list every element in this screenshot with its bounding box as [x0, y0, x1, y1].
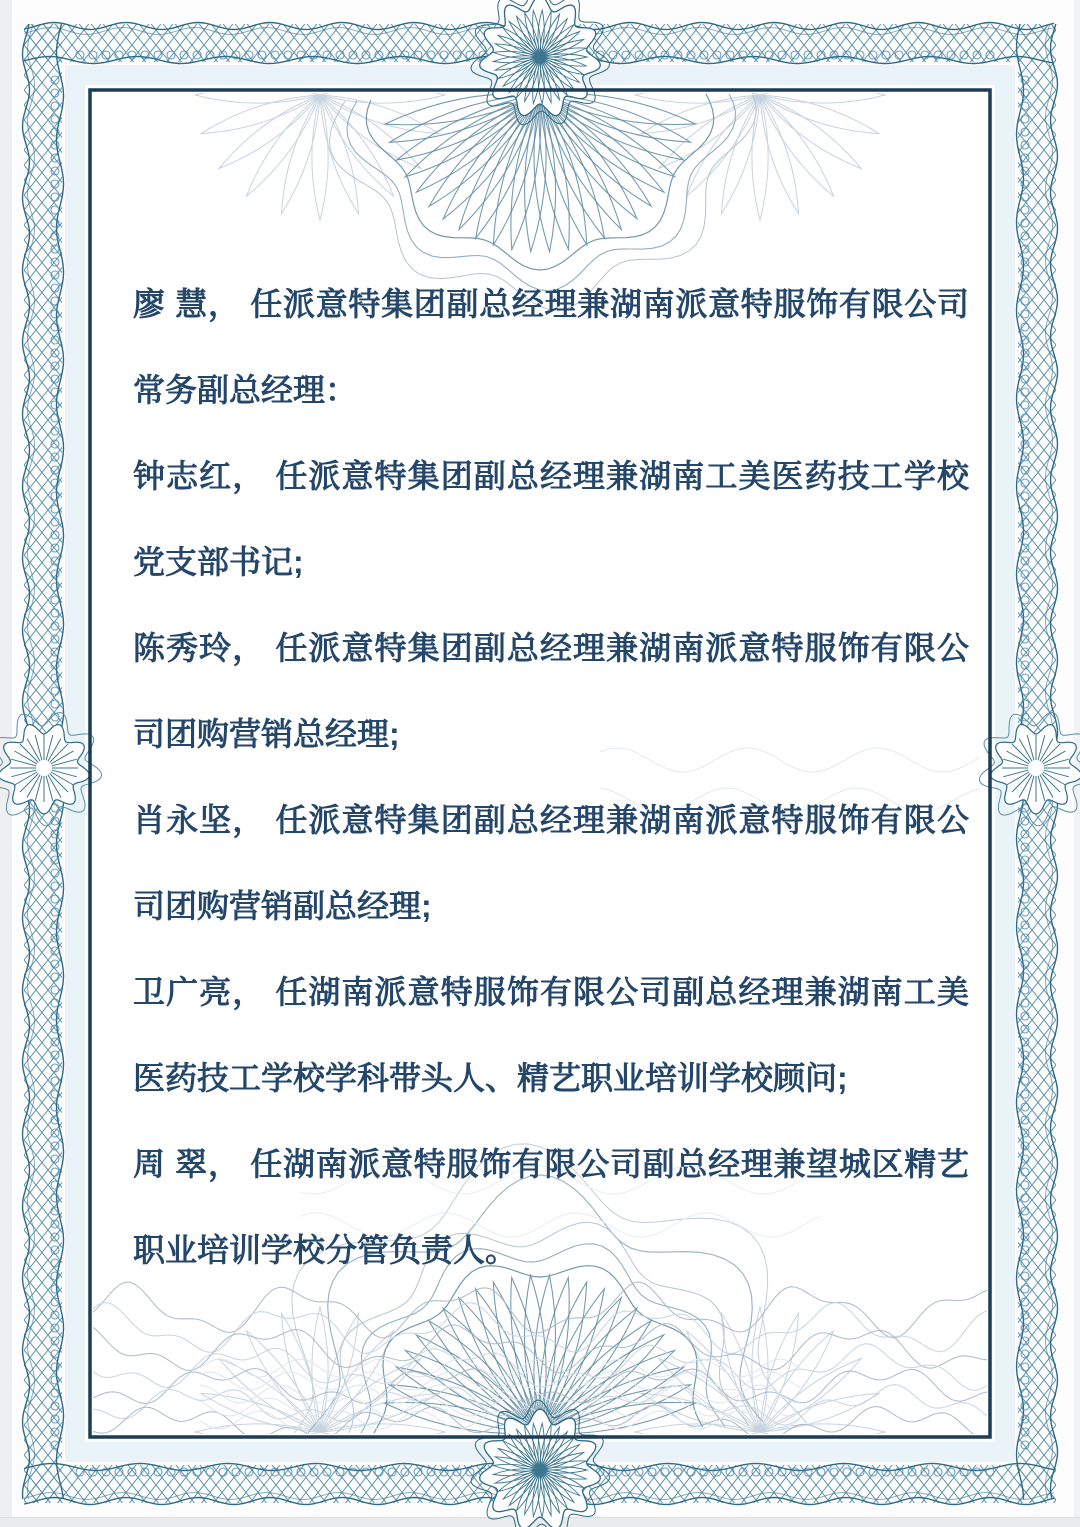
comma-separator: ，	[208, 1146, 251, 1182]
appointment-entry	[133, 261, 969, 433]
comma-separator: ，	[232, 802, 276, 838]
appointment-entry	[133, 949, 969, 1121]
appointment-text: 任派意特集团副总经理兼湖南派意特服饰有限公司团购营销总经理;	[133, 630, 969, 752]
appointment-entry	[133, 433, 969, 605]
comma-separator: ，	[232, 974, 276, 1010]
appointment-text: 任派意特集团副总经理兼湖南派意特服饰有限公司常务副总经理：	[133, 286, 969, 408]
person-name: 周 翠	[133, 1146, 208, 1182]
comma-separator: ，	[232, 458, 276, 494]
person-name: 陈秀玲	[133, 630, 233, 666]
person-name: 卫广亮	[133, 974, 233, 1010]
appointment-entry	[133, 1121, 969, 1293]
person-name: 钟志红	[133, 458, 233, 494]
appointment-text: 任派意特集团副总经理兼湖南派意特服饰有限公司团购营销副总经理;	[133, 802, 969, 924]
appointment-text: 任湖南派意特服饰有限公司副总经理兼望城区精艺职业培训学校分管负责人。	[133, 1146, 969, 1268]
appointment-entry	[133, 605, 969, 777]
appointment-text: 任派意特集团副总经理兼湖南工美医药技工学校党支部书记;	[133, 458, 969, 580]
appointment-entry	[133, 777, 969, 949]
comma-separator: ，	[208, 286, 251, 322]
person-name: 廖 慧	[133, 286, 208, 322]
comma-separator: ，	[232, 630, 276, 666]
person-name: 肖永坚	[133, 802, 233, 838]
appointment-text: 任湖南派意特服饰有限公司副总经理兼湖南工美医药技工学校学科带头人、精艺职业培训学校顾问;	[133, 974, 969, 1096]
appointment-list	[133, 261, 969, 1293]
